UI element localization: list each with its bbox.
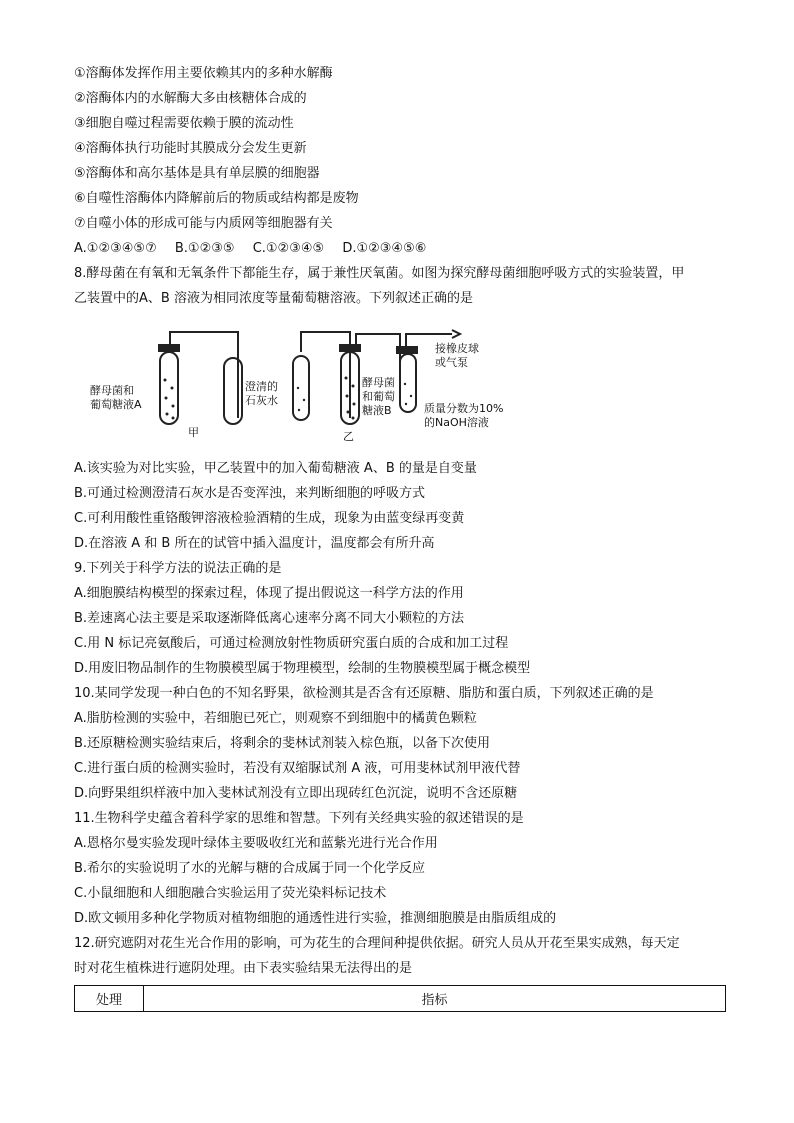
q7-statement-1: ①溶酶体发挥作用主要依赖其内的多种水解酶 — [74, 66, 333, 81]
label-lime-water-2: 石灰水 — [245, 394, 278, 407]
stopper-a — [158, 344, 180, 352]
q10-option-c: C.进行蛋白质的检测实验时，若没有双缩脲试剂 A 液，可用斐林试剂甲液代替 — [74, 761, 521, 776]
label-naoh-1: 质量分数为10% — [424, 402, 504, 415]
q10-option-b: B.还原糖检测实验结束后，将剩余的斐林试剂装入棕色瓶，以备下次使用 — [74, 736, 491, 751]
q8-option-d: D.在溶液 A 和 B 所在的试管中插入温度计，温度都会有所升高 — [74, 536, 435, 551]
naoh-tube-right — [400, 354, 416, 412]
q11-option-a: A.恩格尔曼实验发现叶绿体主要吸收红光和蓝紫光进行光合作用 — [74, 836, 438, 851]
q7-statement-3: ③细胞自噬过程需要依赖于膜的流动性 — [74, 116, 294, 131]
q7-statement-5: ⑤溶酶体和高尔基体是具有单层膜的细胞器 — [74, 166, 320, 181]
q9-stem: 9.下列关于科学方法的说法正确的是 — [74, 561, 282, 576]
pump-arrow-icon — [452, 330, 460, 338]
q10-option-d: D.向野果组织样液中加入斐林试剂没有立即出现砖红色沉淀，说明不含还原糖 — [74, 786, 518, 801]
q12-stem-line-2: 时对花生植株进行遮阴处理。由下表实验结果无法得出的是 — [74, 961, 413, 976]
flask-a — [160, 352, 178, 424]
tube-a-to-lime — [170, 332, 238, 418]
label-pump-1: 接橡皮球 — [435, 342, 479, 355]
table-header-treatment: 处理 — [75, 986, 144, 1012]
label-jia: 甲 — [188, 426, 199, 439]
q10-stem: 10.某同学发现一种白色的不知名野果，欲检测其是否含有还原糖、脂肪和蛋白质，下列叙述正确的是 — [74, 686, 654, 701]
label-naoh-2: 的NaOH溶液 — [424, 416, 489, 429]
q9-option-d: D.用废旧物品制作的生物膜模型属于物理模型，绘制的生物膜模型属于概念模型 — [74, 661, 531, 676]
q7-statement-6: ⑥自噬性溶酶体内降解前后的物质或结构都是废物 — [74, 191, 359, 206]
label-pump-2: 或气泵 — [435, 356, 468, 369]
q7-statement-4: ④溶酶体执行功能时其膜成分会发生更新 — [74, 141, 307, 156]
q7-statement-7: ⑦自噬小体的形成可能与内质网等细胞器有关 — [74, 216, 333, 231]
stopper-b — [339, 344, 361, 352]
q9-option-a: A.细胞膜结构模型的探索过程，体现了提出假说这一科学方法的作用 — [74, 586, 464, 601]
naoh-tube-left — [293, 356, 309, 420]
q7-statement-2: ②溶酶体内的水解酶大多由核糖体合成的 — [74, 91, 307, 106]
label-yeast-a-1: 酵母菌和 — [90, 384, 134, 397]
table-header-row — [75, 986, 726, 1012]
q7-options — [74, 241, 440, 257]
q8-option-a: A.该实验为对比实验，甲乙装置中的加入葡萄糖液 A、B 的量是自变量 — [74, 461, 477, 476]
label-yeast-b-3: 糖液B — [362, 404, 392, 417]
q10-option-a: A.脂肪检测的实验中，若细胞已死亡，则观察不到细胞中的橘黄色颗粒 — [74, 711, 477, 726]
q11-stem: 11.生物科学史蕴含着科学家的思维和智慧。下列有关经典实验的叙述错误的是 — [74, 811, 524, 826]
label-yeast-b-1: 酵母菌 — [362, 376, 395, 389]
label-yeast-a-2: 葡萄糖液A — [90, 398, 142, 411]
q8-stem-line-2: 乙装置中的A、B 溶液为相同浓度等量葡萄糖溶液。下列叙述正确的是 — [74, 291, 473, 306]
label-lime-water-1: 澄清的 — [245, 380, 278, 393]
q11-option-b: B.希尔的实验说明了水的光解与糖的合成属于同一个化学反应 — [74, 861, 426, 876]
q7-option-b: B.①②③⑤ — [174, 241, 235, 256]
stopper-naoh — [396, 346, 418, 354]
q12-stem-line-1: 12.研究遮阴对花生光合作用的影响，可为花生的合理间种提供依据。研究人员从开花至果实成熟，每天定 — [74, 936, 680, 951]
lime-water-tube — [224, 358, 242, 424]
q7-option-c: C.①②③④⑤ — [252, 241, 325, 256]
table-header-indicator: 指标 — [144, 986, 726, 1012]
yeast-respiration-apparatus — [60, 318, 560, 448]
label-yi: 乙 — [343, 430, 354, 443]
q8-option-b: B.可通过检测澄清石灰水是否变浑浊，来判断细胞的呼吸方式 — [74, 486, 426, 501]
q9-option-c: C.用 N 标记亮氨酸后，可通过检测放射性物质研究蛋白质的合成和加工过程 — [74, 636, 509, 651]
q11-option-c: C.小鼠细胞和人细胞融合实验运用了荧光染料标记技术 — [74, 886, 387, 901]
q7-option-a: A.①②③④⑤⑦ — [74, 241, 157, 256]
q11-option-d: D.欧文顿用多种化学物质对植物细胞的通透性进行实验，推测细胞膜是由脂质组成的 — [74, 911, 557, 926]
q8-option-c: C.可利用酸性重铬酸钾溶液检验酒精的生成，现象为由蓝变绿再变黄 — [74, 511, 465, 526]
q9-option-b: B.差速离心法主要是采取逐渐降低离心速率分离不同大小颗粒的方法 — [74, 611, 465, 626]
q7-option-d: D.①②③④⑤⑥ — [342, 241, 427, 256]
q8-stem-line-1: 8.酵母菌在有氧和无氧条件下都能生存，属于兼性厌氧菌。如图为探究酵母菌细胞呼吸方式的实验装置，甲 — [74, 266, 685, 281]
label-yeast-b-2: 和葡萄 — [362, 390, 395, 403]
q12-results-table — [74, 985, 726, 1012]
